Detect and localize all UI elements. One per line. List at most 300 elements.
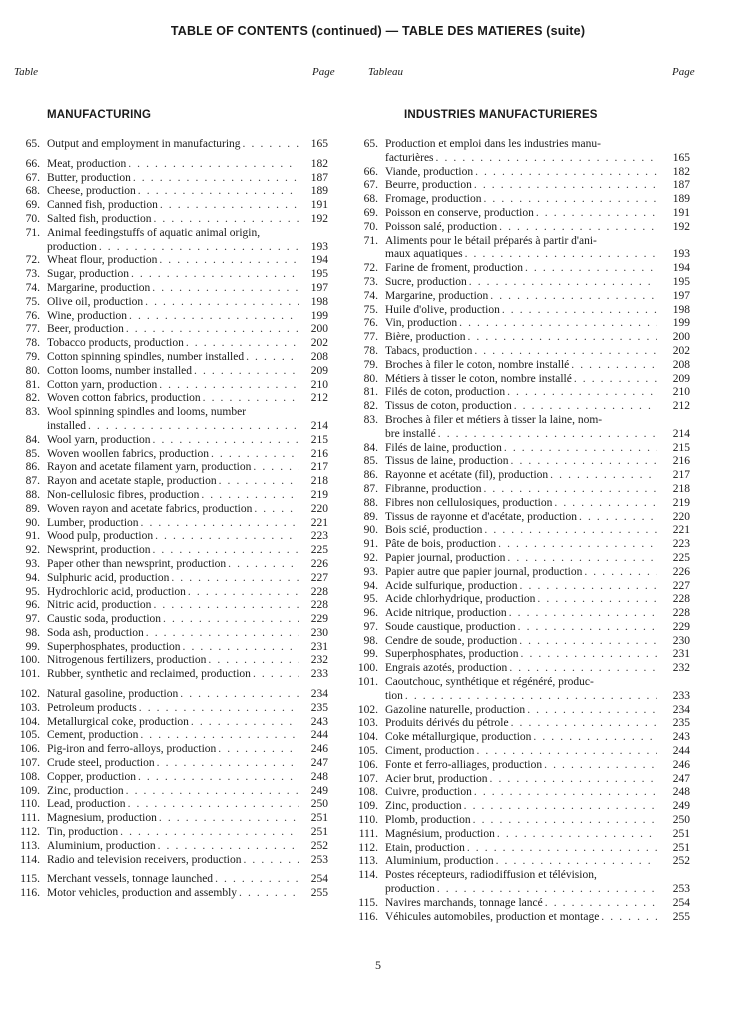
toc-entry-title: Tin, production bbox=[47, 826, 119, 839]
page-number: 5 bbox=[375, 958, 381, 972]
toc-entry-page: 193 bbox=[310, 240, 328, 253]
dot-leader bbox=[158, 840, 299, 854]
dot-leader bbox=[99, 241, 299, 255]
dot-leader bbox=[498, 538, 657, 552]
toc-entry-title: Ciment, production bbox=[385, 745, 475, 758]
toc-entry-title: Fromage, production bbox=[385, 193, 482, 206]
toc-entry-number: 102. bbox=[357, 703, 378, 716]
toc-entry-title: Rayon and acetate staple, production bbox=[47, 475, 217, 488]
toc-entry bbox=[18, 212, 328, 227]
dot-leader bbox=[483, 483, 657, 497]
toc-entry-page: 198 bbox=[672, 303, 690, 316]
toc-entry-number: 67. bbox=[25, 171, 40, 184]
toc-entry-number: 103. bbox=[357, 717, 378, 730]
dot-leader bbox=[239, 887, 299, 901]
toc-entry-page: 223 bbox=[310, 530, 328, 543]
toc-entry-title: Bière, production bbox=[385, 331, 466, 344]
dot-leader bbox=[153, 434, 299, 448]
toc-entry bbox=[18, 199, 328, 213]
toc-entry-number: 114. bbox=[358, 869, 378, 882]
toc-entry bbox=[18, 281, 328, 296]
dot-leader bbox=[163, 613, 299, 627]
toc-entry-title: Paper other than newsprint, production bbox=[47, 557, 227, 570]
toc-entry-page: 209 bbox=[672, 372, 690, 385]
dot-leader bbox=[436, 152, 657, 166]
toc-entry-number: 100. bbox=[357, 662, 378, 675]
toc-entry bbox=[18, 688, 328, 702]
toc-entry-title: Acide nitrique, production bbox=[385, 607, 507, 620]
toc-entry-title: Métiers à tisser le coton, nombre installé bbox=[385, 372, 572, 385]
toc-entry bbox=[356, 704, 696, 718]
toc-entry-title: Woven rayon and acetate fabrics, production bbox=[47, 502, 253, 515]
dot-leader bbox=[253, 668, 299, 682]
toc-entry-number: 86. bbox=[25, 461, 40, 474]
dot-leader bbox=[536, 207, 657, 221]
toc-entry bbox=[356, 552, 696, 566]
toc-entry-number: 95. bbox=[25, 585, 40, 598]
toc-entry bbox=[18, 447, 328, 462]
toc-entry-page: 225 bbox=[310, 544, 328, 557]
toc-entry-number: 68. bbox=[363, 193, 378, 206]
toc-entry bbox=[356, 317, 696, 331]
dot-leader bbox=[537, 593, 657, 607]
toc-entry-number: 104. bbox=[357, 731, 378, 744]
toc-entry-page: 228 bbox=[310, 599, 328, 612]
toc-entry bbox=[18, 613, 328, 627]
toc-entry-number: 87. bbox=[363, 482, 378, 495]
toc-entry bbox=[356, 497, 696, 511]
toc-entry bbox=[356, 373, 696, 387]
toc-entry-title: Canned fish, production bbox=[47, 199, 158, 212]
toc-entry-page: 255 bbox=[310, 887, 328, 900]
toc-entry-title: Copper, production bbox=[47, 770, 136, 783]
dot-leader bbox=[131, 268, 299, 282]
toc-entry bbox=[18, 254, 328, 268]
toc-entry-page: 195 bbox=[310, 268, 328, 281]
toc-entry-number: 80. bbox=[25, 364, 40, 377]
toc-entry-number: 81. bbox=[25, 378, 40, 391]
toc-entry-page: 221 bbox=[310, 516, 328, 529]
toc-entry-number: 75. bbox=[363, 303, 378, 316]
toc-entry bbox=[18, 406, 328, 434]
toc-entry-page: 231 bbox=[672, 648, 690, 661]
dot-leader bbox=[465, 248, 657, 262]
dot-leader bbox=[157, 757, 299, 771]
toc-entry-page: 197 bbox=[672, 289, 690, 302]
toc-entry-number: 80. bbox=[363, 372, 378, 385]
toc-entry bbox=[356, 897, 696, 911]
toc-entry-page: 214 bbox=[672, 427, 690, 440]
toc-entry-title: Lumber, production bbox=[47, 516, 139, 529]
toc-entry-number: 85. bbox=[25, 447, 40, 460]
toc-entry-title: production bbox=[385, 883, 435, 896]
dot-leader bbox=[254, 503, 299, 517]
dot-leader bbox=[152, 544, 299, 558]
toc-entry bbox=[356, 304, 696, 318]
toc-entry bbox=[18, 502, 328, 517]
toc-entry-page: 189 bbox=[310, 185, 328, 198]
toc-entry-page: 218 bbox=[672, 482, 690, 495]
toc-entry-page: 220 bbox=[310, 502, 328, 515]
toc-entry-title: Motor vehicles, production and assembly bbox=[47, 887, 238, 900]
toc-entry-number: 73. bbox=[25, 268, 40, 281]
toc-entry-page: 251 bbox=[310, 812, 328, 825]
toc-entry-number: 97. bbox=[25, 613, 40, 626]
toc-entry bbox=[18, 475, 328, 489]
toc-entry-page: 251 bbox=[672, 841, 690, 854]
dot-leader bbox=[155, 530, 299, 544]
toc-entry-title: Metallurgical coke, production bbox=[47, 715, 189, 728]
toc-entry-number: 65. bbox=[25, 138, 40, 150]
toc-entry-title: Gazoline naturelle, production bbox=[385, 703, 526, 716]
toc-entry-page: 192 bbox=[672, 220, 690, 233]
dot-leader bbox=[474, 345, 657, 359]
toc-entry-page: 199 bbox=[672, 317, 690, 330]
toc-entry-number: 79. bbox=[25, 350, 40, 363]
dot-leader bbox=[228, 558, 299, 572]
toc-entry-number: 93. bbox=[25, 557, 40, 570]
dot-leader bbox=[502, 304, 657, 318]
toc-entry bbox=[18, 295, 328, 310]
toc-entry bbox=[18, 268, 328, 282]
dot-leader bbox=[128, 158, 299, 172]
toc-entry-number: 111. bbox=[358, 827, 378, 840]
toc-entry-page: 187 bbox=[310, 171, 328, 184]
toc-entry-page: 254 bbox=[672, 896, 690, 909]
toc-entry bbox=[18, 654, 328, 668]
toc-entry-number: 91. bbox=[25, 530, 40, 543]
toc-entry-page: 214 bbox=[310, 419, 328, 432]
toc-entry bbox=[356, 814, 696, 828]
toc-entry-title: Woven woollen fabrics, production bbox=[47, 447, 209, 460]
dot-leader bbox=[545, 897, 657, 911]
toc-entry bbox=[356, 400, 696, 414]
toc-entry-title: Soude caustique, production bbox=[385, 620, 516, 633]
toc-entry-number: 90. bbox=[25, 516, 40, 529]
toc-entry-title: Hydrochloric acid, production bbox=[47, 585, 186, 598]
toc-entry-number: 91. bbox=[363, 538, 378, 551]
toc-entry bbox=[18, 350, 328, 365]
toc-entry-title: Engrais azotés, production bbox=[385, 662, 508, 675]
toc-entry-title: Acier brut, production bbox=[385, 772, 488, 785]
dot-leader bbox=[571, 359, 657, 373]
toc-entry-page: 191 bbox=[310, 199, 328, 212]
toc-entry-number: 70. bbox=[25, 212, 40, 225]
toc-entry-page: 248 bbox=[672, 786, 690, 799]
toc-entry bbox=[356, 648, 696, 662]
toc-entry-page: 198 bbox=[310, 295, 328, 308]
toc-entry bbox=[18, 839, 328, 854]
toc-entry-page: 209 bbox=[310, 364, 328, 377]
toc-entry bbox=[18, 626, 328, 641]
toc-entry-page: 253 bbox=[672, 883, 690, 896]
toc-entry-title: Huile d'olive, production bbox=[385, 303, 500, 316]
toc-entry-title: Tobacco products, production bbox=[47, 337, 184, 350]
toc-entry-number: 87. bbox=[25, 475, 40, 488]
toc-entry bbox=[18, 337, 328, 351]
toc-entry-number: 79. bbox=[363, 358, 378, 371]
toc-entry-page: 195 bbox=[672, 275, 690, 288]
toc-entry bbox=[356, 276, 696, 290]
toc-entry-title: Aluminium, production bbox=[47, 839, 156, 852]
toc-entry-title: Papier autre que papier journal, production bbox=[385, 565, 583, 578]
toc-entry-number: 78. bbox=[363, 344, 378, 357]
toc-entry-page: 246 bbox=[672, 758, 690, 771]
toc-entry-page: 230 bbox=[310, 626, 328, 639]
toc-entry-title: Wine, production bbox=[47, 309, 128, 322]
toc-entry bbox=[356, 855, 696, 869]
dot-leader bbox=[504, 442, 657, 456]
dot-leader bbox=[201, 489, 299, 503]
toc-entry-title: Filés de laine, production bbox=[385, 441, 502, 454]
dot-leader bbox=[507, 552, 657, 566]
toc-entry bbox=[356, 386, 696, 400]
toc-entry-number: 104. bbox=[19, 715, 40, 728]
toc-entry-page: 243 bbox=[310, 715, 328, 728]
toc-entry-page: 226 bbox=[310, 557, 328, 570]
toc-entry-page: 199 bbox=[310, 309, 328, 322]
toc-entry-title: Crude steel, production bbox=[47, 757, 155, 770]
toc-entry-number: 77. bbox=[25, 323, 40, 336]
toc-entry-page: 253 bbox=[310, 853, 328, 866]
dot-leader bbox=[180, 688, 299, 702]
toc-entry bbox=[18, 488, 328, 503]
toc-entry bbox=[18, 640, 328, 655]
toc-entry-title: Production et emploi dans les industries manu- bbox=[385, 138, 601, 150]
toc-entry-page: 229 bbox=[310, 613, 328, 626]
toc-entry-title: Soda ash, production bbox=[47, 626, 144, 639]
toc-entry-number: 83. bbox=[25, 406, 40, 419]
toc-entry-page: 228 bbox=[310, 585, 328, 598]
toc-entry-title: Aluminium, production bbox=[385, 855, 494, 868]
toc-entry bbox=[356, 828, 696, 842]
toc-entry-title: Wool spinning spindles and looms, number bbox=[47, 406, 247, 419]
dot-leader bbox=[514, 400, 657, 414]
toc-entry bbox=[356, 566, 696, 580]
toc-entry bbox=[18, 171, 328, 186]
toc-entry-title: Woven cotton fabrics, production bbox=[47, 392, 201, 405]
dot-leader bbox=[550, 469, 657, 483]
toc-entry-page: 217 bbox=[310, 461, 328, 474]
toc-entry-title: Lead, production bbox=[47, 798, 126, 811]
dot-leader bbox=[496, 855, 657, 869]
dot-leader bbox=[145, 296, 299, 310]
toc-entry-title: Nitric acid, production bbox=[47, 599, 152, 612]
dot-leader bbox=[527, 704, 657, 718]
toc-entry-title: Cendre de soude, production bbox=[385, 634, 518, 647]
toc-entry-number: 98. bbox=[363, 634, 378, 647]
toc-entry-number: 84. bbox=[363, 441, 378, 454]
toc-entry-number: 105. bbox=[19, 729, 40, 742]
toc-entry-number: 116. bbox=[20, 887, 40, 900]
dot-leader bbox=[171, 572, 299, 586]
dot-leader bbox=[243, 138, 299, 152]
dot-leader bbox=[211, 448, 299, 462]
toc-entry-title: Bois scié, production bbox=[385, 524, 483, 537]
toc-entry-page: 254 bbox=[310, 873, 328, 886]
toc-entry bbox=[18, 226, 328, 255]
toc-entry-number: 110. bbox=[358, 814, 378, 827]
toc-entry-number: 90. bbox=[363, 524, 378, 537]
toc-entry-title: Farine de froment, production bbox=[385, 262, 523, 275]
toc-entry-title: Poisson en conserve, production bbox=[385, 206, 534, 219]
toc-entry-page: 232 bbox=[672, 662, 690, 675]
dot-leader bbox=[584, 566, 657, 580]
section-heading-manufacturing: MANUFACTURING bbox=[47, 109, 152, 121]
toc-entry bbox=[356, 538, 696, 552]
toc-entry-page: 212 bbox=[672, 400, 690, 413]
dot-leader bbox=[511, 455, 657, 469]
dot-leader bbox=[152, 282, 299, 296]
toc-entry-number: 76. bbox=[363, 317, 378, 330]
toc-entry-title: maux aquatiques bbox=[385, 248, 463, 261]
dot-leader bbox=[246, 351, 299, 365]
toc-entry-number: 86. bbox=[363, 469, 378, 482]
toc-entry bbox=[356, 179, 696, 193]
toc-entry-page: 251 bbox=[672, 827, 690, 840]
toc-entry-title: Etain, production bbox=[385, 841, 465, 854]
toc-entry-number: 72. bbox=[25, 254, 40, 267]
toc-entry-title: Acide sulfurique, production bbox=[385, 579, 518, 592]
toc-entry bbox=[18, 461, 328, 475]
dot-leader bbox=[554, 497, 657, 511]
toc-entry-number: 100. bbox=[19, 654, 40, 667]
toc-entry-page: 208 bbox=[672, 358, 690, 371]
toc-entry-number: 74. bbox=[25, 281, 40, 294]
toc-entry-number: 88. bbox=[363, 496, 378, 509]
toc-entry-title: Broches à filer et métiers à tisser la laine, nom- bbox=[385, 413, 603, 426]
toc-entry-page: 235 bbox=[310, 701, 328, 714]
dot-leader bbox=[459, 317, 657, 331]
toc-entry-page: 200 bbox=[310, 323, 328, 336]
toc-entry-number: 82. bbox=[25, 392, 40, 405]
toc-entry-page: 230 bbox=[672, 634, 690, 647]
toc-entry-title: Beurre, production bbox=[385, 179, 472, 192]
toc-entry-number: 93. bbox=[363, 565, 378, 578]
toc-entry-page: 225 bbox=[672, 551, 690, 564]
dot-leader bbox=[139, 702, 299, 716]
toc-entry bbox=[18, 392, 328, 406]
toc-entry bbox=[18, 557, 328, 572]
toc-entry bbox=[18, 743, 328, 757]
toc-entry-page: 221 bbox=[672, 524, 690, 537]
toc-entry-title: Rayonne et acétate (fil), production bbox=[385, 469, 549, 482]
toc-entry-page: 220 bbox=[672, 510, 690, 523]
toc-entry bbox=[356, 580, 696, 594]
toc-entry bbox=[356, 759, 696, 773]
toc-entry-number: 83. bbox=[363, 413, 378, 426]
dot-leader bbox=[208, 654, 299, 668]
toc-entry bbox=[356, 290, 696, 304]
toc-entry-title: Tabacs, production bbox=[385, 344, 473, 357]
toc-entry bbox=[356, 524, 696, 538]
toc-entry-title: Wool yarn, production bbox=[47, 433, 151, 446]
toc-entry-number: 78. bbox=[25, 337, 40, 350]
toc-entry-title: Fonte et ferro-alliages, production bbox=[385, 758, 543, 771]
toc-entry-title: Cotton yarn, production bbox=[47, 378, 158, 391]
dot-leader bbox=[464, 800, 657, 814]
toc-entry-page: 210 bbox=[310, 378, 328, 391]
header-page-label: Page bbox=[312, 66, 335, 78]
toc-entry-title: Animal feedingstuffs of aquatic animal origin, bbox=[47, 226, 261, 239]
dot-leader bbox=[146, 627, 299, 641]
toc-entry bbox=[18, 544, 328, 558]
toc-entry-title: Meat, production bbox=[47, 157, 127, 170]
toc-entry-page: 193 bbox=[672, 248, 690, 261]
toc-entry-title: Zinc, production bbox=[385, 800, 462, 813]
toc-entry-number: 71. bbox=[25, 226, 40, 239]
dot-leader bbox=[525, 262, 657, 276]
toc-entry-page: 228 bbox=[672, 593, 690, 606]
toc-entry-page: 191 bbox=[672, 206, 690, 219]
toc-entry-title: Postes récepteurs, radiodiffusion et télévision, bbox=[385, 869, 597, 882]
toc-entry bbox=[18, 378, 328, 393]
toc-entry-title: Petroleum products bbox=[47, 701, 137, 714]
toc-entry-number: 98. bbox=[25, 626, 40, 639]
toc-entry-title: Acide chlorhydrique, production bbox=[385, 593, 536, 606]
dot-leader bbox=[159, 254, 299, 268]
toc-entry-number: 70. bbox=[363, 220, 378, 233]
dot-leader bbox=[521, 648, 657, 662]
toc-entry-number: 108. bbox=[19, 770, 40, 783]
dot-leader bbox=[153, 213, 299, 227]
toc-entry bbox=[18, 323, 328, 337]
toc-entry-page: 226 bbox=[672, 565, 690, 578]
toc-entry-number: 92. bbox=[25, 544, 40, 557]
toc-entry-title: Papier journal, production bbox=[385, 551, 506, 564]
dot-leader bbox=[474, 786, 657, 800]
toc-entry-page: 215 bbox=[310, 433, 328, 446]
dot-leader bbox=[473, 814, 657, 828]
toc-entry-page: 250 bbox=[310, 798, 328, 811]
toc-entry-title: Caoutchouc, synthétique et régénéré, produc- bbox=[385, 676, 594, 689]
toc-entry-number: 89. bbox=[363, 510, 378, 523]
toc-entry-number: 106. bbox=[19, 743, 40, 756]
toc-entry-title: production bbox=[47, 240, 97, 253]
toc-entry bbox=[18, 770, 328, 785]
toc-entry-title: installed bbox=[47, 419, 86, 432]
toc-entry-number: 69. bbox=[25, 199, 40, 212]
dot-leader bbox=[518, 621, 657, 635]
toc-entry-number: 112. bbox=[20, 826, 40, 839]
toc-entry-number: 94. bbox=[25, 571, 40, 584]
toc-entry-page: 249 bbox=[310, 784, 328, 797]
toc-entry bbox=[18, 853, 328, 868]
toc-entry-number: 106. bbox=[357, 758, 378, 771]
toc-entry-title: Fibres non cellulosiques, production bbox=[385, 496, 553, 509]
toc-entry-title: Salted fish, production bbox=[47, 212, 152, 225]
toc-entry-title: Véhicules automobiles, production et montage bbox=[385, 910, 600, 923]
dot-leader bbox=[219, 475, 299, 489]
toc-entry-number: 102. bbox=[19, 688, 40, 701]
toc-entry-page: 212 bbox=[310, 392, 328, 405]
toc-entry bbox=[356, 331, 696, 345]
toc-entry bbox=[356, 207, 696, 221]
toc-entry-title: Tissus de coton, production bbox=[385, 400, 512, 413]
dot-leader bbox=[509, 662, 657, 676]
toc-entry-title: Viande, production bbox=[385, 165, 474, 178]
toc-entry-page: 255 bbox=[672, 910, 690, 923]
toc-entry bbox=[356, 731, 696, 745]
toc-entry-number: 113. bbox=[358, 855, 378, 868]
toc-entry-title: Sulphuric acid, production bbox=[47, 571, 170, 584]
toc-entry-title: Natural gasoline, production bbox=[47, 688, 179, 701]
toc-entry-title: Broches à filer le coton, nombre installé bbox=[385, 358, 570, 371]
page-title: TABLE OF CONTENTS (continued) — TABLE DES MATIERES (suite) bbox=[170, 24, 586, 38]
toc-entry-title: Beer, production bbox=[47, 323, 124, 336]
dot-leader bbox=[126, 785, 299, 799]
toc-entry-title: Vin, production bbox=[385, 317, 458, 330]
